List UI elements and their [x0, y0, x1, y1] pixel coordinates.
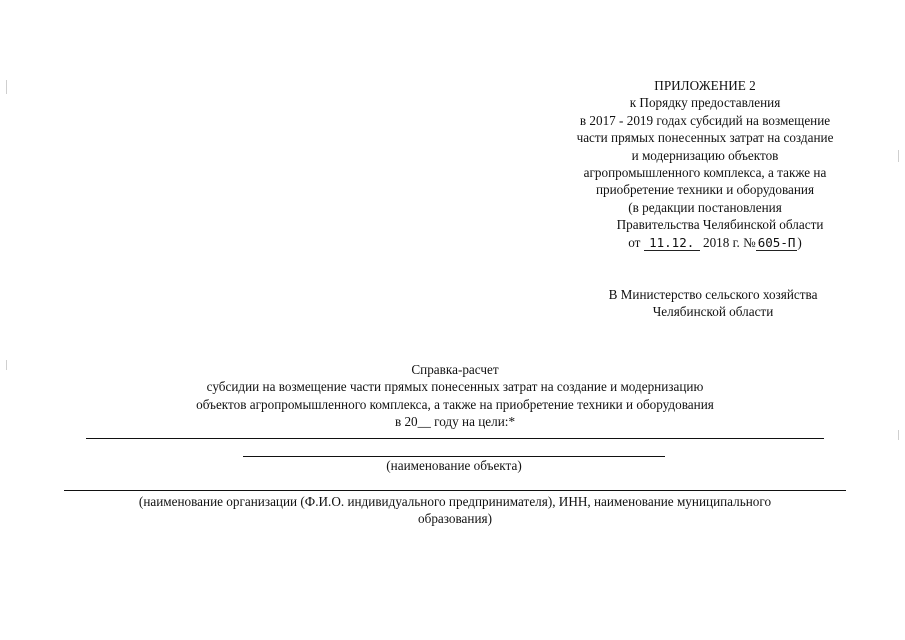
organization-caption-line: (наименование организации (Ф.И.О. индивидуального предпринимателя), ИНН, наименование муниципального: [138, 494, 772, 509]
appendix-line: в 2017 - 2019 годах субсидий на возмещение: [579, 112, 831, 128]
appendix-title: ПРИЛОЖЕНИЕ 2: [654, 78, 756, 93]
object-name-caption: (наименование объекта): [386, 458, 522, 473]
certificate-title-block: [90, 361, 820, 431]
recipient-block: [520, 286, 905, 321]
appendix-line: (в редакции постановления: [628, 199, 782, 215]
organization-caption-line: образования): [418, 511, 492, 527]
appendix-line: и модернизацию объектов: [631, 147, 779, 163]
certificate-title: Справка-расчет: [411, 362, 499, 377]
purpose-fill-line: [86, 438, 824, 439]
scan-edge-mark: [6, 360, 7, 370]
appendix-header: [520, 77, 890, 251]
scan-edge-mark: [898, 430, 899, 440]
resolution-date: 11.12.: [644, 236, 700, 251]
appendix-line: к Порядку предоставления: [629, 95, 781, 111]
appendix-line: приобретение техники и оборудования: [595, 182, 815, 198]
recipient-line: Челябинской области: [652, 304, 774, 320]
certificate-subtitle-line: объектов агропромышленного комплекса, а также на приобретение техники и оборудования: [196, 396, 714, 412]
resolution-date-line: [520, 234, 890, 251]
certificate-purpose-line: в 20__ году на цели:*: [394, 414, 516, 430]
closing-paren: ): [797, 234, 802, 250]
scan-edge-mark: [898, 150, 899, 162]
organization-caption: [60, 493, 850, 528]
appendix-line: части прямых понесенных затрат на создание: [576, 130, 834, 146]
appendix-line: агропромышленного комплекса, а также на: [583, 165, 827, 181]
year-text: 2018 г. №: [702, 234, 756, 250]
scan-edge-mark: [6, 80, 7, 94]
certificate-subtitle-line: субсидии на возмещение части прямых понесенных затрат на создание и модернизацию: [206, 379, 704, 395]
resolution-number: 605-П: [757, 234, 796, 250]
organization-fill-line: [64, 490, 846, 491]
recipient-line: В Министерство сельского хозяйства: [608, 287, 818, 302]
date-prefix: от: [628, 234, 641, 250]
appendix-line: Правительства Челябинской области: [616, 217, 824, 233]
